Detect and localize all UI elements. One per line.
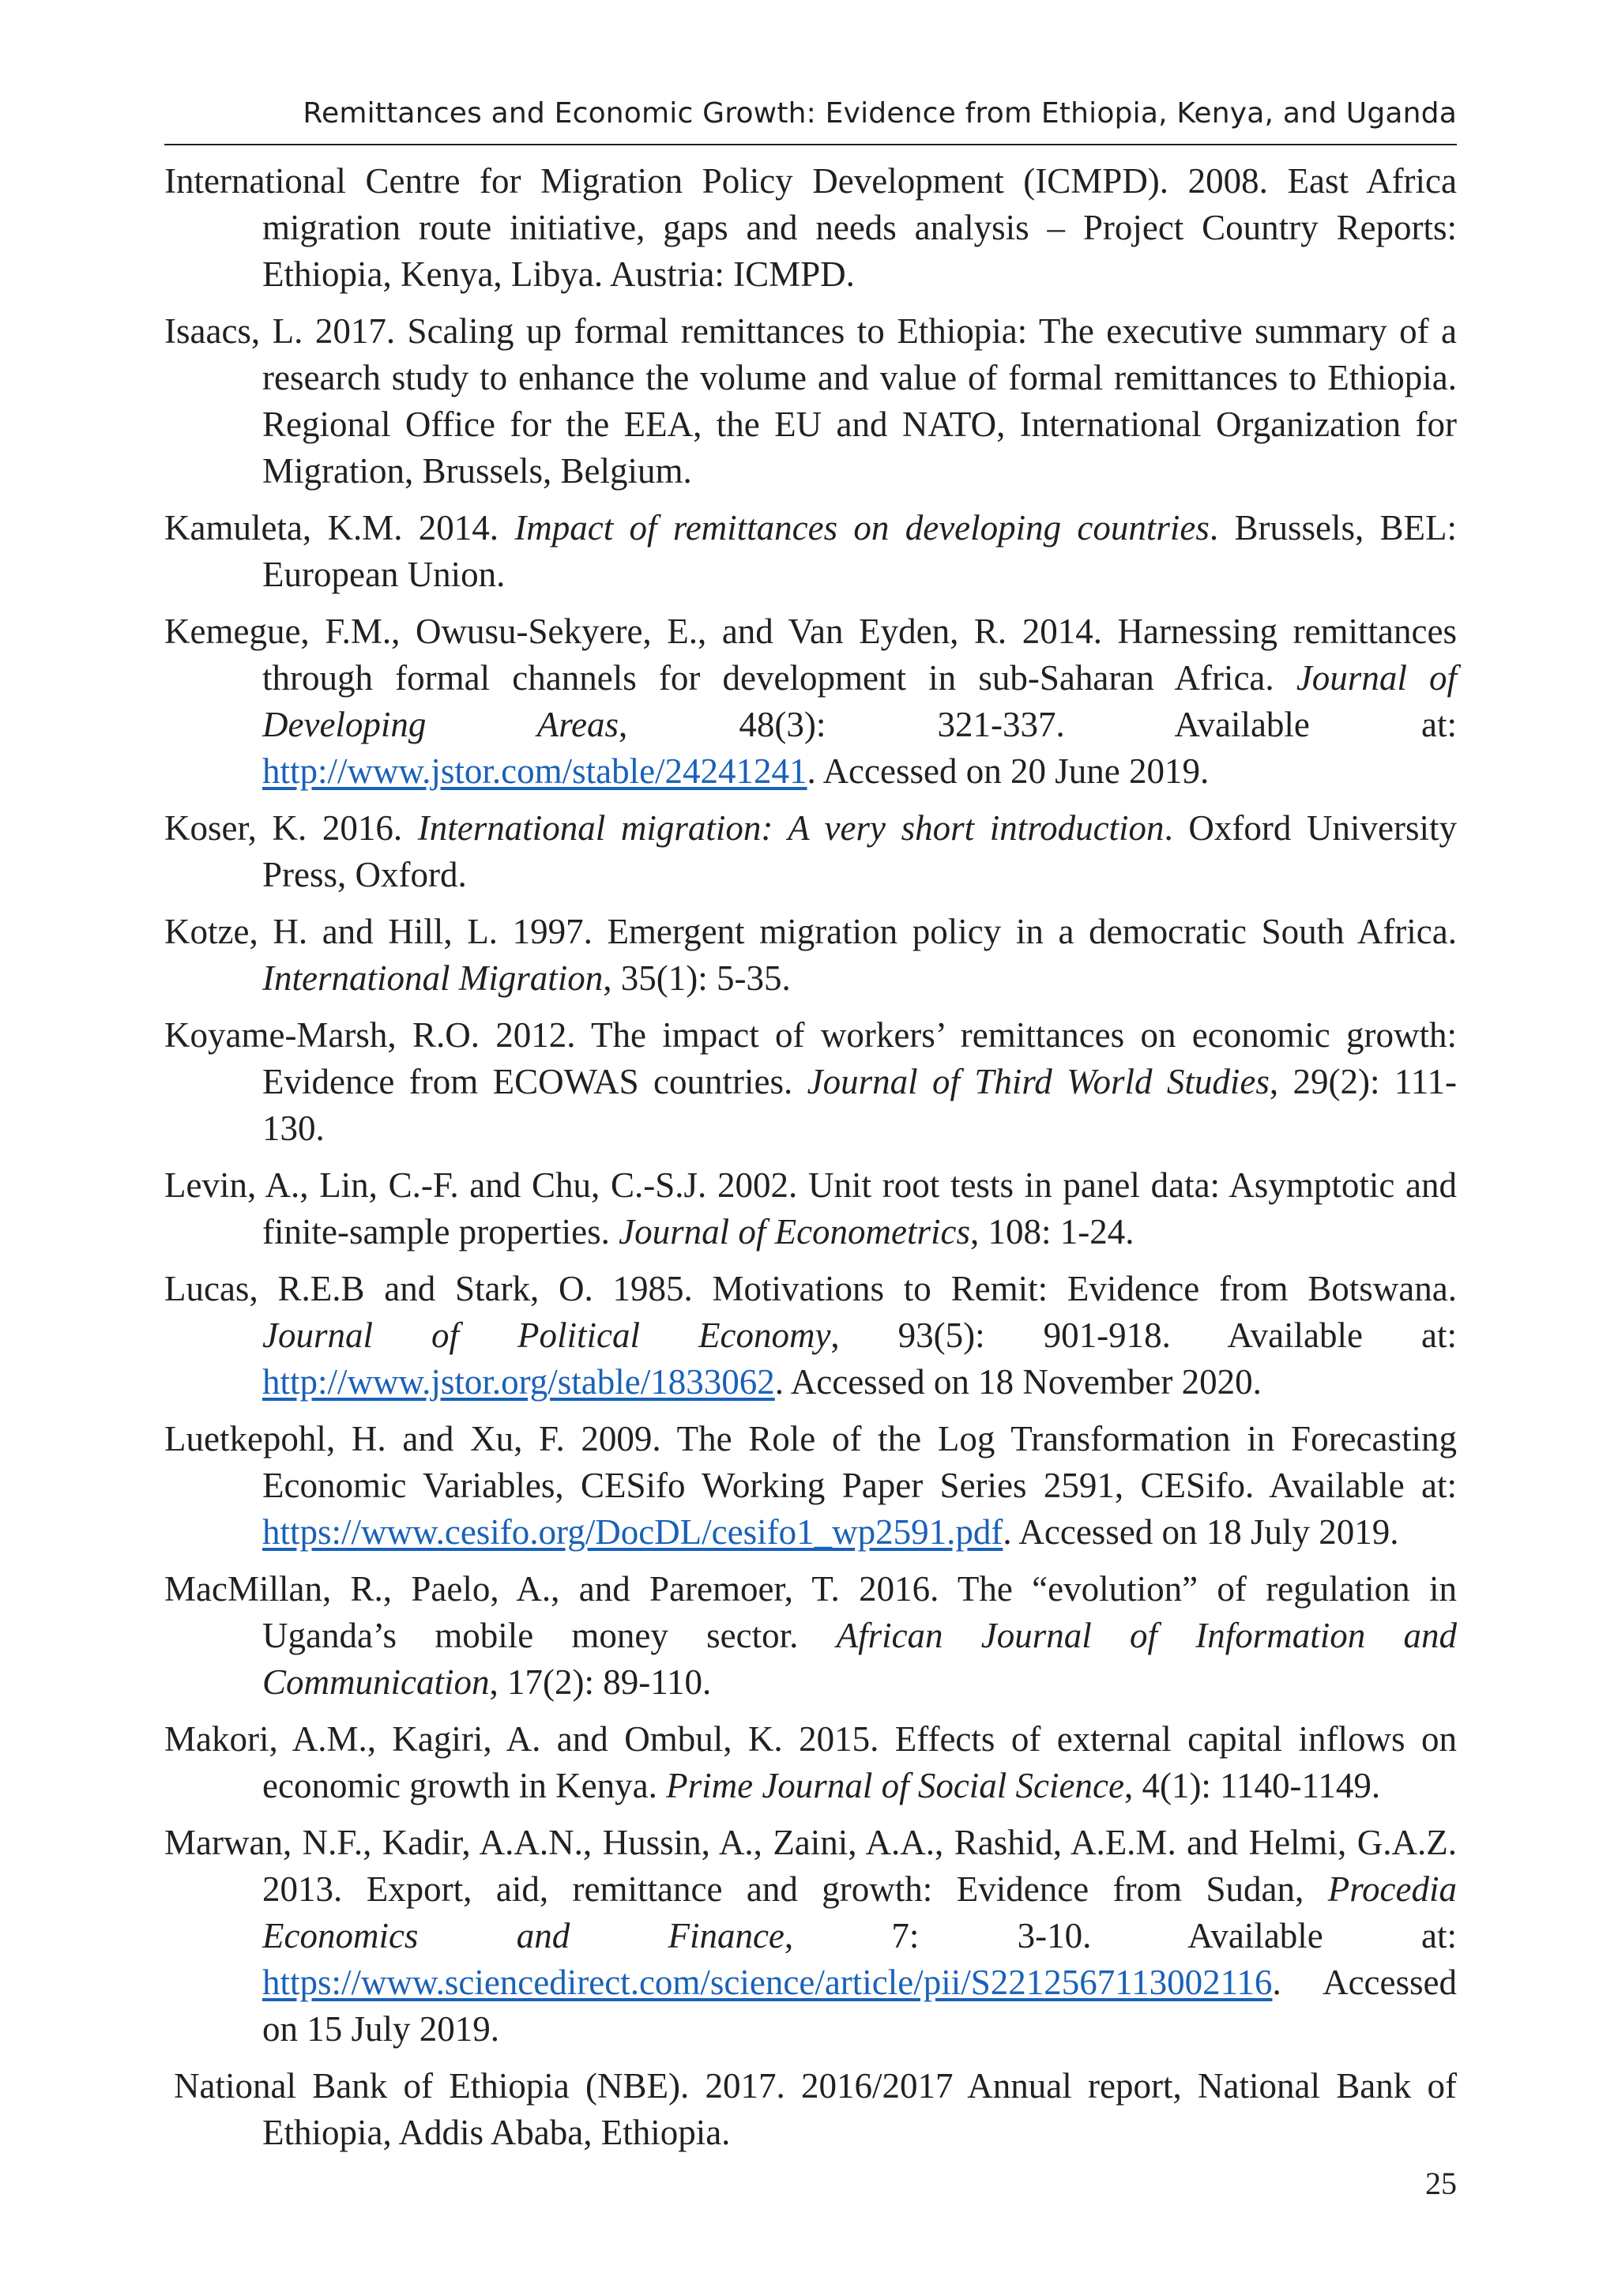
- reference-text: Koyame-Marsh, R.O. 2012. The impact of workers’ remittances on economic growth: Evidence from ECOWAS countries.: [164, 1015, 1457, 1101]
- reference-text: National Bank of Ethiopia (NBE). 2017. 2016/2017 Annual report, National Bank of Ethiopia, Addis Ababa, Ethiopia.: [174, 2066, 1457, 2152]
- reference-text: Luetkepohl, H. and Xu, F. 2009. The Role of the Log Transformation in Forecasting Economic Variables, CESifo Working Paper Series 2591, CESifo. Available at:: [164, 1419, 1457, 1505]
- reference-entry: [164, 1566, 1457, 1706]
- reference-text: Kotze, H. and Hill, L. 1997. Emergent migration policy in a democratic South Africa.: [164, 912, 1457, 951]
- reference-entry: [164, 505, 1457, 598]
- reference-text: , 48(3): 321-337. Available at:: [619, 705, 1457, 744]
- reference-title: Journal of Third World Studies: [807, 1062, 1270, 1101]
- reference-list: [164, 158, 1457, 2166]
- reference-title: Journal of Econometrics: [619, 1212, 971, 1252]
- reference-text: , 35(1): 5-35.: [603, 958, 791, 998]
- reference-text: Kemegue, F.M., Owusu-Sekyere, E., and Van Eyden, R. 2014. Harnessing remittances through formal channels for development in sub-Saharan Africa.: [164, 612, 1457, 698]
- reference-link[interactable]: http://www.jstor.com/stable/24241241: [262, 751, 807, 791]
- reference-entry: [164, 1162, 1457, 1255]
- reference-entry: [164, 308, 1457, 495]
- reference-text: Lucas, R.E.B and Stark, O. 1985. Motivations to Remit: Evidence from Botswana.: [164, 1269, 1457, 1308]
- reference-text: . Accessed on 18 July 2019.: [1003, 1512, 1399, 1552]
- reference-entry: [164, 2063, 1457, 2156]
- running-header-title: Remittances and Economic Growth: Evidence from Ethiopia, Kenya, and Uganda: [303, 97, 1457, 130]
- reference-entry: [164, 909, 1457, 1002]
- reference-title: International migration: A very short introduction: [417, 808, 1165, 848]
- reference-title: Impact of remittances on developing countries: [514, 508, 1210, 548]
- reference-title: Procedia Economics and Finance: [262, 1869, 1457, 1955]
- reference-link[interactable]: https://www.sciencedirect.com/science/article/pii/S2212567113002116: [262, 1963, 1273, 2002]
- reference-title: Journal of Political Economy: [262, 1315, 831, 1355]
- reference-title: African Journal of Information and Communication: [262, 1616, 1457, 1702]
- running-header: [164, 96, 1457, 145]
- reference-text: , 7: 3-10. Available at:: [784, 1916, 1457, 1955]
- reference-title: Journal of Developing Areas: [262, 658, 1457, 744]
- reference-text: Koser, K. 2016.: [164, 808, 418, 848]
- reference-text: Isaacs, L. 2017. Scaling up formal remittances to Ethiopia: The executive summary of a research study to enhance the volume and value of formal remittances to Ethiopia. Regional Office for the EEA, the EU and NATO, International Organization for Migration, Brussels, Belgium.: [164, 311, 1457, 491]
- reference-text: Kamuleta, K.M. 2014.: [164, 508, 515, 548]
- reference-entry: [164, 608, 1457, 795]
- reference-entry: [164, 805, 1457, 898]
- reference-text: , 4(1): 1140-1149.: [1123, 1766, 1381, 1805]
- reference-entry: [164, 158, 1457, 298]
- reference-entry: [164, 1012, 1457, 1152]
- reference-text: Levin, A., Lin, C.-F. and Chu, C.-S.J. 2002. Unit root tests in panel data: Asymptotic and finite-sample properties.: [164, 1165, 1457, 1252]
- reference-text: , 17(2): 89-110.: [489, 1662, 712, 1702]
- reference-text: . Accessed on 15 July 2019.: [262, 1963, 1457, 2049]
- reference-text: . Brussels, BEL: European Union.: [262, 508, 1457, 594]
- reference-entry: [164, 1266, 1457, 1406]
- reference-text: , 29(2): 111-130.: [262, 1062, 1458, 1148]
- page-number: 25: [1425, 2166, 1457, 2201]
- reference-text: International Centre for Migration Policy Development (ICMPD). 2008. East Africa migration route initiative, gaps and needs analysis – Project Country Reports: Ethiopia, Kenya, Libya. Austria: ICMPD.: [164, 161, 1457, 294]
- reference-entry: [164, 1716, 1457, 1809]
- reference-text: Makori, A.M., Kagiri, A. and Ombul, K. 2015. Effects of external capital inflows on economic growth in Kenya.: [164, 1719, 1457, 1805]
- reference-text: , 93(5): 901-918. Available at:: [830, 1315, 1457, 1355]
- reference-title: International Migration: [262, 958, 604, 998]
- reference-entry: [164, 1820, 1457, 2053]
- reference-text: . Oxford University Press, Oxford.: [262, 808, 1457, 894]
- reference-entry: [164, 1416, 1457, 1556]
- reference-text: Marwan, N.F., Kadir, A.A.N., Hussin, A., Zaini, A.A., Rashid, A.E.M. and Helmi, G.A.Z. 2013. Export, aid, remittance and growth: Evidence from Sudan,: [164, 1823, 1457, 1909]
- reference-text: , 108: 1-24.: [970, 1212, 1134, 1252]
- reference-link[interactable]: https://www.cesifo.org/DocDL/cesifo1_wp2591.pdf: [262, 1512, 1003, 1552]
- reference-text: . Accessed on 18 November 2020.: [774, 1362, 1262, 1402]
- reference-title: Prime Journal of Social Science: [666, 1766, 1124, 1805]
- reference-text: . Accessed on 20 June 2019.: [807, 751, 1210, 791]
- reference-text: MacMillan, R., Paelo, A., and Paremoer, T. 2016. The “evolution” of regulation in Uganda’s mobile money sector.: [164, 1569, 1457, 1655]
- reference-link[interactable]: http://www.jstor.org/stable/1833062: [262, 1362, 775, 1402]
